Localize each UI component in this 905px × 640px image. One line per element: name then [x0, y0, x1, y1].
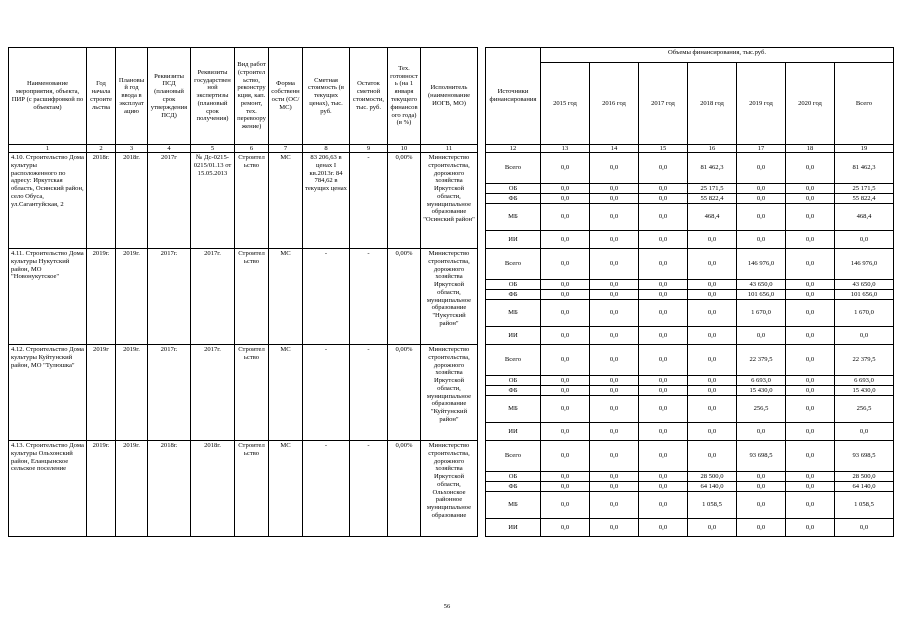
funding-year-cell: 0,0 [737, 423, 786, 441]
object-name: 4.10. Строительство Дома культуры расположенного по адресу: Иркутская область, Осинский район, село Обуса, ул.Сагантуйская, 2 [9, 153, 87, 249]
header-year-2018: 2018 год [688, 63, 737, 145]
estimated-cost: - [303, 345, 350, 441]
work-type: Строительство [235, 249, 269, 345]
table-row [9, 441, 894, 472]
header-year-2015: 2015 год [541, 63, 590, 145]
funding-total-cell: 64 140,0 [835, 482, 894, 492]
object-name: 4.12. Строительство Дома культуры Куйтунский район, МО "Тулюшка" [9, 345, 87, 441]
funding-year-cell: 0,0 [541, 492, 590, 519]
expertise-details: 2018г. [191, 441, 235, 537]
header-year-2016: 2016 год [590, 63, 639, 145]
header-executor: Исполнитель (наименование ИОГВ, МО) [421, 48, 478, 145]
column-number: 11 [421, 145, 478, 153]
work-type: Строительство [235, 345, 269, 441]
funding-year-cell: 0,0 [639, 519, 688, 537]
funding-total-cell: 6 693,0 [835, 376, 894, 386]
tech-readiness: 0,00% [388, 249, 421, 345]
funding-year-cell: 0,0 [786, 519, 835, 537]
funding-year-cell: 0,0 [786, 492, 835, 519]
column-number: 6 [235, 145, 269, 153]
funding-year-cell: 0,0 [786, 194, 835, 204]
column-number: 10 [388, 145, 421, 153]
funding-year-cell: 0,0 [786, 300, 835, 327]
funding-year-cell: 0,0 [590, 184, 639, 194]
funding-year-cell: 0,0 [786, 231, 835, 249]
funding-year-cell: 0,0 [639, 441, 688, 472]
header-gap [478, 48, 486, 145]
table-row [9, 345, 894, 376]
funding-year-cell: 0,0 [737, 327, 786, 345]
commission-year: 2019г. [116, 345, 148, 441]
tech-readiness: 0,00% [388, 441, 421, 537]
funding-year-cell: 0,0 [639, 204, 688, 231]
funding-source: ИИ [486, 231, 541, 249]
funding-total-cell: 28 500,0 [835, 472, 894, 482]
funding-source: ФБ [486, 194, 541, 204]
funding-source: Всего [486, 441, 541, 472]
column-gap [478, 249, 486, 345]
funding-year-cell: 0,0 [541, 290, 590, 300]
header-sources: Источники финансирования [486, 48, 541, 145]
funding-year-cell: 0,0 [541, 184, 590, 194]
funding-year-cell: 0,0 [541, 396, 590, 423]
tech-readiness: 0,00% [388, 345, 421, 441]
header-total: Всего [835, 63, 894, 145]
funding-year-cell: 0,0 [688, 280, 737, 290]
funding-year-cell: 0,0 [541, 423, 590, 441]
funding-source: Всего [486, 345, 541, 376]
column-gap [478, 345, 486, 441]
work-type: Строительство [235, 153, 269, 249]
funding-year-cell: 0,0 [786, 482, 835, 492]
funding-year-cell: 0,0 [688, 376, 737, 386]
psd-details: 2017г. [148, 249, 191, 345]
funding-total-cell: 25 171,5 [835, 184, 894, 194]
start-year: 2019г. [87, 441, 116, 537]
funding-source: Всего [486, 153, 541, 184]
funding-year-cell: 15 430,0 [737, 386, 786, 396]
funding-year-cell: 0,0 [688, 327, 737, 345]
start-year: 2019г. [87, 249, 116, 345]
header-readiness: Тех. готовность (на 1 января текущего финансового года) (в %) [388, 48, 421, 145]
funding-year-cell: 0,0 [786, 184, 835, 194]
header-expertise: Реквизиты государственной экспертизы (плановый срок получения) [191, 48, 235, 145]
funding-year-cell: 0,0 [639, 376, 688, 386]
funding-year-cell: 0,0 [786, 376, 835, 386]
column-gap [478, 145, 486, 153]
funding-year-cell: 0,0 [590, 519, 639, 537]
funding-year-cell: 0,0 [590, 249, 639, 280]
funding-total-cell: 1 670,0 [835, 300, 894, 327]
column-number: 3 [116, 145, 148, 153]
estimated-cost: - [303, 441, 350, 537]
funding-year-cell: 0,0 [590, 300, 639, 327]
ownership-form: МС [269, 441, 303, 537]
expertise-details: 2017г. [191, 345, 235, 441]
funding-year-cell: 0,0 [541, 204, 590, 231]
funding-source: ФБ [486, 386, 541, 396]
funding-year-cell: 0,0 [786, 153, 835, 184]
column-number: 16 [688, 145, 737, 153]
funding-total-cell: 22 379,5 [835, 345, 894, 376]
funding-year-cell: 0,0 [737, 492, 786, 519]
funding-year-cell: 0,0 [590, 290, 639, 300]
funding-year-cell: 0,0 [639, 194, 688, 204]
table-row [9, 249, 894, 280]
funding-source: ОБ [486, 184, 541, 194]
funding-year-cell: 0,0 [590, 482, 639, 492]
funding-year-cell: 0,0 [786, 290, 835, 300]
funding-source: ОБ [486, 472, 541, 482]
column-number: 1 [9, 145, 87, 153]
ownership-form: МС [269, 345, 303, 441]
funding-year-cell: 0,0 [541, 482, 590, 492]
commission-year: 2018г. [116, 153, 148, 249]
funding-year-cell: 0,0 [737, 153, 786, 184]
funding-year-cell: 146 976,0 [737, 249, 786, 280]
column-number: 19 [835, 145, 894, 153]
funding-year-cell: 6 693,0 [737, 376, 786, 386]
estimated-cost: - [303, 249, 350, 345]
header-year-2020: 2020 год [786, 63, 835, 145]
tech-readiness: 0,00% [388, 153, 421, 249]
funding-year-cell: 0,0 [639, 290, 688, 300]
funding-year-cell: 0,0 [590, 376, 639, 386]
funding-year-cell: 0,0 [786, 204, 835, 231]
funding-year-cell: 0,0 [688, 290, 737, 300]
column-gap [478, 441, 486, 537]
funding-source: ИИ [486, 327, 541, 345]
remaining-cost: - [350, 249, 388, 345]
column-number: 15 [639, 145, 688, 153]
funding-source: МБ [486, 204, 541, 231]
funding-year-cell: 0,0 [786, 423, 835, 441]
funding-year-cell: 0,0 [786, 441, 835, 472]
funding-year-cell: 0,0 [541, 300, 590, 327]
funding-year-cell: 0,0 [541, 249, 590, 280]
funding-year-cell: 0,0 [639, 153, 688, 184]
funding-source: МБ [486, 300, 541, 327]
funding-total-cell: 101 656,0 [835, 290, 894, 300]
executor: Министерство строительства, дорожного хозяйства Иркутской области, муниципальное образование "Куйтунский район" [421, 345, 478, 441]
funding-year-cell: 0,0 [541, 280, 590, 290]
funding-year-cell: 0,0 [688, 249, 737, 280]
psd-details: 2017г. [148, 345, 191, 441]
funding-total-cell: 43 650,0 [835, 280, 894, 290]
object-name: 4.13. Строительство Дома культуры Ольхонский район, Еланцынское сельское поселение [9, 441, 87, 537]
column-number: 8 [303, 145, 350, 153]
funding-year-cell: 0,0 [639, 482, 688, 492]
funding-total-cell: 15 430,0 [835, 386, 894, 396]
commission-year: 2019г. [116, 249, 148, 345]
funding-year-cell: 0,0 [590, 327, 639, 345]
funding-year-cell: 0,0 [541, 231, 590, 249]
ownership-form: МС [269, 153, 303, 249]
column-number: 9 [350, 145, 388, 153]
funding-year-cell: 1 670,0 [737, 300, 786, 327]
funding-year-cell: 0,0 [639, 249, 688, 280]
funding-year-cell: 0,0 [639, 280, 688, 290]
funding-source: ОБ [486, 280, 541, 290]
funding-year-cell: 0,0 [688, 396, 737, 423]
funding-year-cell: 0,0 [639, 184, 688, 194]
funding-year-cell: 0,0 [737, 184, 786, 194]
column-number: 7 [269, 145, 303, 153]
funding-year-cell: 0,0 [541, 327, 590, 345]
funding-source: Всего [486, 249, 541, 280]
funding-source: ФБ [486, 290, 541, 300]
header-year-2019: 2019 год [737, 63, 786, 145]
funding-year-cell: 0,0 [639, 472, 688, 482]
column-number: 12 [486, 145, 541, 153]
column-number: 2 [87, 145, 116, 153]
funding-year-cell: 0,0 [590, 194, 639, 204]
funding-year-cell: 0,0 [737, 204, 786, 231]
funding-year-cell: 0,0 [639, 423, 688, 441]
funding-year-cell: 0,0 [590, 153, 639, 184]
funding-year-cell: 101 656,0 [737, 290, 786, 300]
funding-year-cell: 0,0 [786, 345, 835, 376]
funding-year-cell: 0,0 [639, 327, 688, 345]
object-name: 4.11. Строительство Дома культуры Нукутский район, МО "Новонукутское" [9, 249, 87, 345]
funding-year-cell: 0,0 [737, 231, 786, 249]
estimated-cost: 83 206,63 в ценах I кв.2013г. 84 784,62 в текущих ценах [303, 153, 350, 249]
funding-year-cell: 0,0 [590, 204, 639, 231]
funding-year-cell: 0,0 [688, 231, 737, 249]
funding-year-cell: 0,0 [737, 194, 786, 204]
budget-table-page [8, 47, 891, 537]
header-ownership: Форма собственности (ОС/МС) [269, 48, 303, 145]
funding-total-cell: 256,5 [835, 396, 894, 423]
expertise-details: 2017г. [191, 249, 235, 345]
funding-total-cell: 0,0 [835, 327, 894, 345]
funding-year-cell: 0,0 [639, 231, 688, 249]
funding-year-cell: 0,0 [786, 396, 835, 423]
funding-year-cell: 0,0 [639, 396, 688, 423]
funding-year-cell: 55 822,4 [688, 194, 737, 204]
funding-year-cell: 0,0 [737, 519, 786, 537]
funding-year-cell: 468,4 [688, 204, 737, 231]
funding-total-cell: 81 462,3 [835, 153, 894, 184]
header-funding-volume: Объемы финансирования, тыс.руб. [541, 48, 894, 63]
funding-total-cell: 0,0 [835, 519, 894, 537]
header-work-type: Вид работ (строительство, реконструкция, кап. ремонт, тех. перевооружение) [235, 48, 269, 145]
header-psd: Реквизиты ПСД (плановый срок утверждения ПСД) [148, 48, 191, 145]
header-name: Наименование мероприятия, объекта, ПИР (с расшифровкой по объектам) [9, 48, 87, 145]
funding-total-cell: 468,4 [835, 204, 894, 231]
funding-year-cell: 0,0 [541, 345, 590, 376]
executor: Министерство строительства, дорожного хозяйства Иркутской области, Ольхонское районное муниципальное образование [421, 441, 478, 537]
start-year: 2019г [87, 345, 116, 441]
funding-year-cell: 0,0 [688, 519, 737, 537]
funding-total-cell: 146 976,0 [835, 249, 894, 280]
funding-source: ОБ [486, 376, 541, 386]
executor: Министерство строительства, дорожного хозяйства Иркутской области, муниципальное образование "Осинский район" [421, 153, 478, 249]
funding-year-cell: 81 462,3 [688, 153, 737, 184]
financing-table [8, 47, 894, 537]
funding-year-cell: 0,0 [639, 386, 688, 396]
funding-year-cell: 0,0 [590, 472, 639, 482]
column-number: 18 [786, 145, 835, 153]
column-number: 4 [148, 145, 191, 153]
header-remaining-cost: Остаток сметной стоимости, тыс. руб. [350, 48, 388, 145]
funding-source: ИИ [486, 519, 541, 537]
funding-total-cell: 0,0 [835, 231, 894, 249]
funding-year-cell: 0,0 [590, 345, 639, 376]
funding-source: ИИ [486, 423, 541, 441]
funding-year-cell: 0,0 [541, 194, 590, 204]
funding-year-cell: 25 171,5 [688, 184, 737, 194]
funding-total-cell: 1 058,5 [835, 492, 894, 519]
funding-year-cell: 0,0 [541, 386, 590, 396]
funding-year-cell: 0,0 [590, 280, 639, 290]
funding-year-cell: 0,0 [737, 472, 786, 482]
funding-year-cell: 0,0 [639, 492, 688, 519]
remaining-cost: - [350, 441, 388, 537]
funding-year-cell: 0,0 [639, 345, 688, 376]
funding-year-cell: 0,0 [688, 386, 737, 396]
header-start-year: Год начала строительства [87, 48, 116, 145]
page-number: 56 [443, 603, 451, 610]
funding-year-cell: 0,0 [590, 423, 639, 441]
remaining-cost: - [350, 153, 388, 249]
funding-year-cell: 0,0 [786, 472, 835, 482]
funding-year-cell: 0,0 [688, 300, 737, 327]
funding-year-cell: 0,0 [590, 231, 639, 249]
funding-total-cell: 55 822,4 [835, 194, 894, 204]
start-year: 2018г. [87, 153, 116, 249]
executor: Министерство строительства, дорожного хозяйства Иркутской области, муниципальное образование "Нукутский район" [421, 249, 478, 345]
funding-source: МБ [486, 396, 541, 423]
funding-year-cell: 0,0 [786, 327, 835, 345]
funding-year-cell: 0,0 [688, 345, 737, 376]
funding-source: ФБ [486, 482, 541, 492]
funding-year-cell: 28 500,0 [688, 472, 737, 482]
funding-year-cell: 0,0 [737, 482, 786, 492]
remaining-cost: - [350, 345, 388, 441]
funding-total-cell: 93 698,5 [835, 441, 894, 472]
ownership-form: МС [269, 249, 303, 345]
header-year-2017: 2017 год [639, 63, 688, 145]
funding-source: МБ [486, 492, 541, 519]
table-row [9, 153, 894, 184]
funding-year-cell: 0,0 [541, 376, 590, 386]
funding-year-cell: 22 379,5 [737, 345, 786, 376]
funding-year-cell: 0,0 [786, 386, 835, 396]
column-number: 17 [737, 145, 786, 153]
header-estimated-cost: Сметная стоимость (в текущих ценах), тыс. руб. [303, 48, 350, 145]
funding-year-cell: 0,0 [786, 249, 835, 280]
funding-year-cell: 0,0 [590, 386, 639, 396]
column-number: 5 [191, 145, 235, 153]
funding-total-cell: 0,0 [835, 423, 894, 441]
funding-year-cell: 0,0 [786, 280, 835, 290]
funding-year-cell: 0,0 [541, 441, 590, 472]
funding-year-cell: 64 140,0 [688, 482, 737, 492]
funding-year-cell: 0,0 [590, 441, 639, 472]
column-number: 13 [541, 145, 590, 153]
funding-year-cell: 93 698,5 [737, 441, 786, 472]
funding-year-cell: 0,0 [688, 441, 737, 472]
work-type: Строительство [235, 441, 269, 537]
funding-year-cell: 0,0 [590, 492, 639, 519]
funding-year-cell: 0,0 [688, 423, 737, 441]
funding-year-cell: 0,0 [541, 519, 590, 537]
header-commission-year: Плановый год ввода в эксплуатацию [116, 48, 148, 145]
funding-year-cell: 256,5 [737, 396, 786, 423]
psd-details: 2017г [148, 153, 191, 249]
column-gap [478, 153, 486, 249]
psd-details: 2018г. [148, 441, 191, 537]
funding-year-cell: 43 650,0 [737, 280, 786, 290]
expertise-details: № Дс-0215-0215/01.13 от 15.05.2013 [191, 153, 235, 249]
funding-year-cell: 0,0 [639, 300, 688, 327]
funding-year-cell: 0,0 [541, 472, 590, 482]
funding-year-cell: 1 058,5 [688, 492, 737, 519]
funding-year-cell: 0,0 [590, 396, 639, 423]
commission-year: 2019г. [116, 441, 148, 537]
column-number: 14 [590, 145, 639, 153]
funding-year-cell: 0,0 [541, 153, 590, 184]
